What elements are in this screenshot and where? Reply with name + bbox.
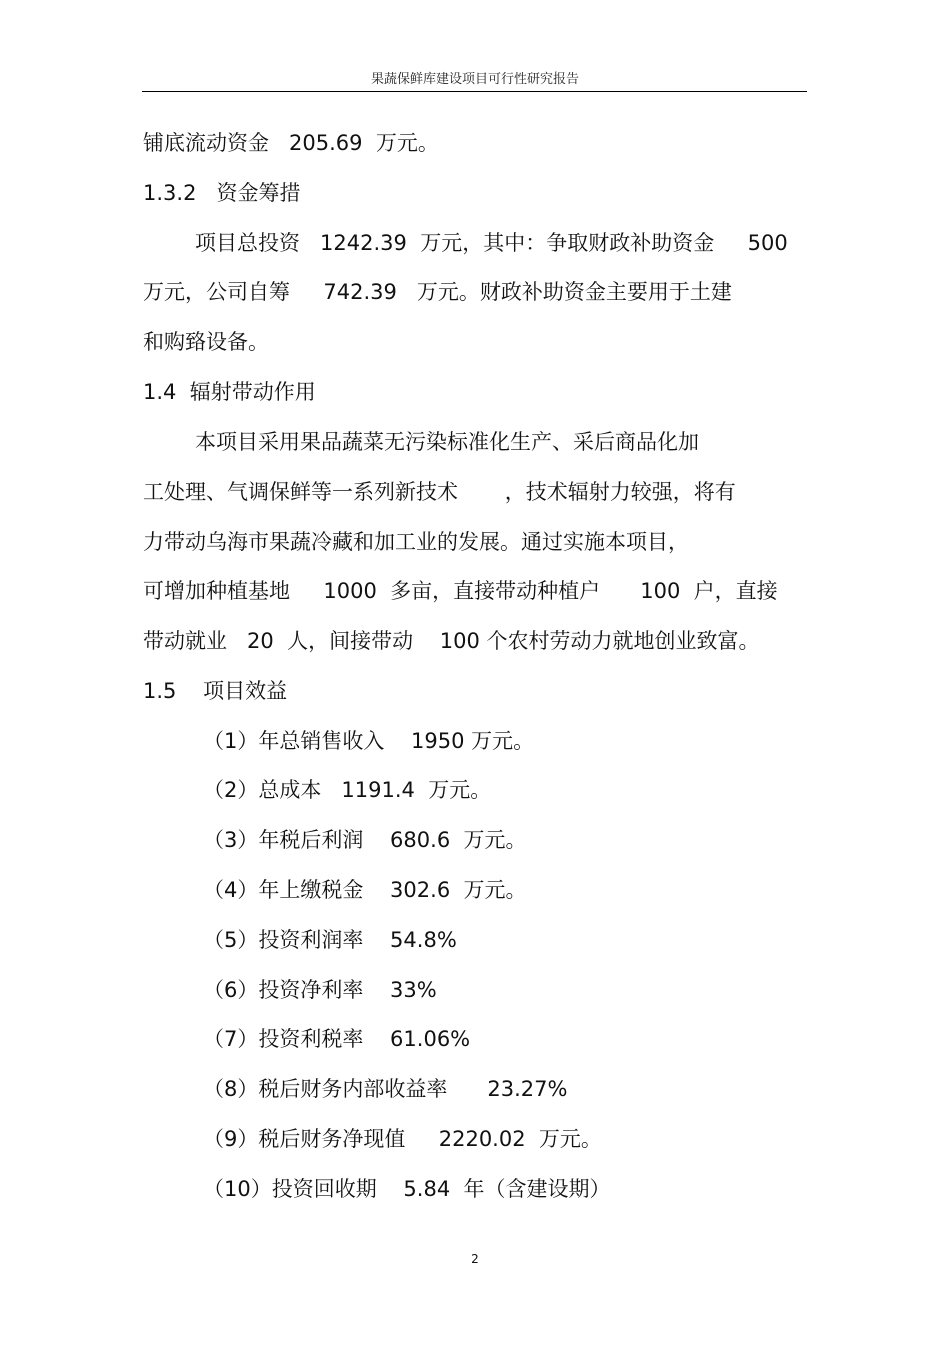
text-line: 工处理、气调保鲜等一系列新技术 ，技术辐射力较强，将有 (143, 480, 736, 504)
text-line: 万元，公司自筹 742.39 万元。财政补助资金主要用于土建 (143, 280, 732, 304)
header-divider (142, 91, 807, 92)
list-item: （6）投资净利率 33% (203, 978, 437, 1002)
text-line: 可增加种植基地 1000 多亩，直接带动种植户 100 户，直接 (143, 579, 778, 603)
text-line: 和购臵设备。 (143, 330, 269, 354)
page-header: 果蔬保鲜库建设项目可行性研究报告 (370, 72, 579, 87)
list-item: （8）税后财务内部收益率 23.27% (203, 1077, 568, 1101)
section-heading: 1.5 项目效益 (143, 679, 288, 703)
text-line: 本项目采用果品蔬菜无污染标准化生产、采后商品化加 (195, 430, 699, 454)
list-item: （2）总成本 1191.4 万元。 (203, 778, 492, 802)
list-item: （1）年总销售收入 1950 万元。 (203, 729, 535, 753)
list-item: （9）税后财务净现值 2220.02 万元。 (203, 1127, 602, 1151)
list-item: （4）年上缴税金 302.6 万元。 (203, 878, 527, 902)
text-line: 力带动乌海市果蔬冷藏和加工业的发展。通过实施本项目， (143, 530, 689, 554)
list-item: （5）投资利润率 54.8% (203, 928, 457, 952)
list-item: （7）投资利税率 61.06% (203, 1027, 471, 1051)
list-item: （3）年税后利润 680.6 万元。 (203, 828, 527, 852)
page-number: 2 (471, 1252, 479, 1266)
text-line: 铺底流动资金 205.69 万元。 (143, 131, 439, 155)
section-heading: 1.3.2 资金筹措 (143, 181, 301, 205)
list-item: （10）投资回收期 5.84 年（含建设期） (203, 1177, 611, 1201)
section-heading: 1.4 辐射带动作用 (143, 380, 316, 404)
text-line: 项目总投资 1242.39 万元，其中：争取财政补助资金 500 (195, 231, 788, 255)
text-line: 带动就业 20 人，间接带动 100 个农村劳动力就地创业致富。 (143, 629, 760, 653)
